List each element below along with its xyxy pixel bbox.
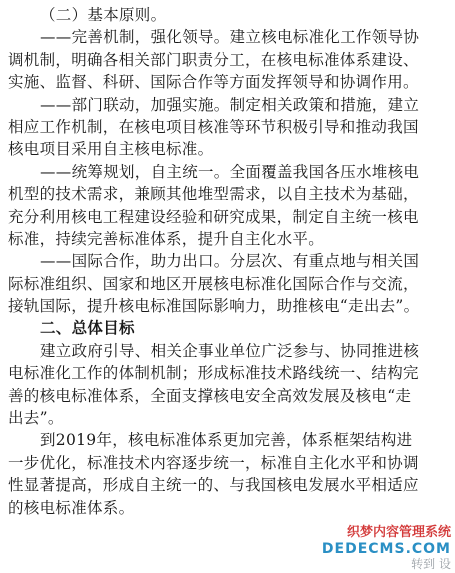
principle-lead: ——完善机制，强化领导。 — [40, 28, 230, 47]
text-line — [8, 228, 445, 250]
text-line — [8, 273, 445, 295]
body-text: 电标准化工作的体制机制；形成标准技术路线统一、结构完 — [8, 364, 419, 383]
text-line — [8, 26, 445, 48]
text-line — [8, 94, 445, 116]
text-line — [8, 429, 445, 451]
text-line — [8, 452, 445, 474]
body-text: 的核电标准体系。 — [8, 498, 135, 517]
body-text: 出去”。 — [8, 409, 64, 428]
body-text: 到2019年，核电标准体系更加完善，体系框架结构进 — [40, 431, 413, 450]
text-line — [8, 407, 445, 429]
watermark-text: 织梦内容管理系统 — [301, 525, 451, 541]
text-line — [8, 474, 445, 496]
body-text: 一步优化，标准技术内容逐步统一，标准自主化水平和协调 — [8, 453, 419, 472]
body-text: 实施、监督、科研、国际合作等方面发挥领导和协调作用。 — [8, 73, 419, 92]
text-line — [8, 161, 445, 183]
section-heading: 二、总体目标 — [40, 319, 135, 338]
body-text: 标准，持续完善标准体系，提升自主化水平。 — [8, 229, 325, 248]
body-text: 建立政府引导、相关企事业单位广泛参与、协同推进核 — [40, 341, 420, 360]
text-line — [8, 116, 445, 138]
body-text: 充分利用核电工程建设经验和研究成果，制定自主统一核电 — [8, 207, 419, 226]
principle-lead: ——部门联动，加强实施。 — [40, 95, 230, 114]
watermark-sub: 转到 设 — [411, 557, 451, 571]
watermark-url: DEDECMS.COM — [321, 541, 451, 557]
principle-lead: ——国际合作，助力出口。 — [40, 252, 230, 271]
text-line — [8, 183, 445, 205]
text-line — [8, 138, 445, 160]
text-line — [8, 71, 445, 93]
text-line — [8, 340, 445, 362]
body-text: 性显著提高，形成自主统一的、与我国核电发展水平相适应 — [8, 476, 419, 495]
text-line — [8, 4, 445, 26]
principle-text: 建立核电标准化工作领导协 — [229, 28, 420, 47]
text-line — [8, 317, 445, 339]
principle-text: 制定相关政策和措施，建立 — [229, 95, 420, 114]
section-subheading: （二）基本原则。 — [40, 6, 167, 24]
body-text: 核电项目采用自主核电标准。 — [8, 140, 214, 159]
body-text: 机型的技术需求，兼顾其他堆型需求，以自主技术为基础， — [8, 185, 419, 204]
text-line — [8, 295, 445, 317]
principle-text: 分层次、有重点地与相关国 — [229, 252, 420, 271]
body-text: 接轨国际，提升核电标准国际影响力，助推核电“走出去”。 — [8, 297, 420, 316]
principle-lead: ——统筹规划，自主统一。 — [40, 162, 230, 181]
text-line — [8, 250, 445, 272]
text-line — [8, 362, 445, 384]
body-text: 相应工作机制，在核电项目核准等环节积极引导和推动我国 — [8, 117, 419, 136]
body-text: 调机制，明确各相关部门职责分工，在核电标准体系建设、 — [8, 50, 419, 69]
text-line — [8, 49, 445, 71]
text-line — [8, 385, 445, 407]
body-text: 际标准组织、国家和地区开展核电标准化国际合作与交流， — [8, 274, 419, 293]
text-line — [8, 497, 445, 519]
text-line — [8, 206, 445, 228]
body-text: 善的核电标准体系，全面支撑核电安全高效发展及核电“走 — [8, 386, 412, 405]
principle-text: 全面覆盖我国各压水堆核电 — [229, 162, 420, 181]
